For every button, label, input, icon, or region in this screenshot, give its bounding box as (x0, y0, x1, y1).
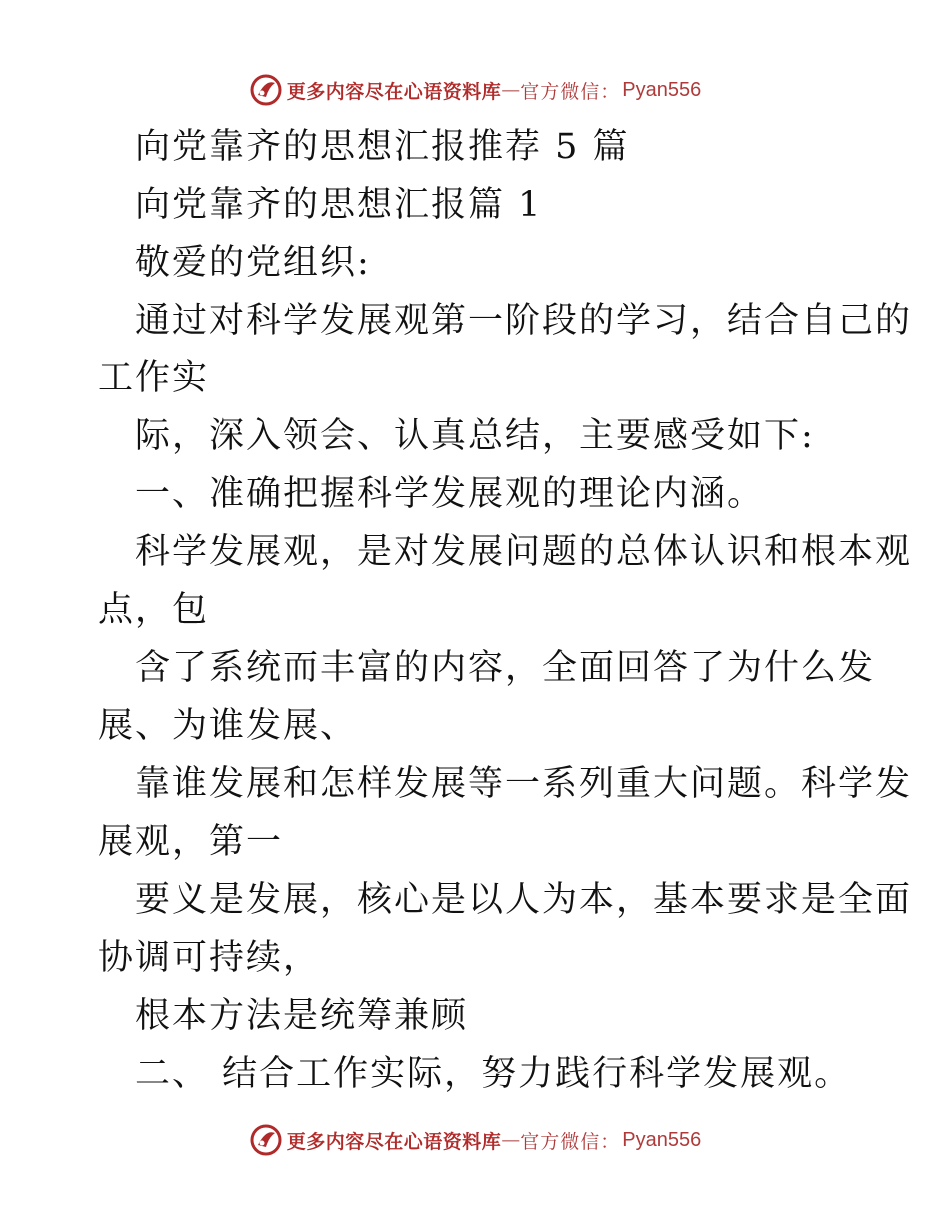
watermark-main-text: 更多内容尽在心语资料库 (286, 80, 502, 103)
logo-icon (249, 1123, 283, 1157)
salutation: 敬爱的党组织: (135, 243, 371, 283)
watermark-official-text: 官方微信： (520, 1130, 621, 1153)
text-line: 含了系统而丰富的内容，全面回答了为什么发 (135, 648, 876, 688)
section-heading: 二、 结合工作实际，努力践行科学发展观。 (135, 1054, 852, 1094)
text-line: 展、为谁发展、 (98, 706, 358, 746)
text-line: 科学发展观，是对发展问题的总体认识和根本观 (135, 532, 913, 572)
text-line: 靠谁发展和怎样发展等一系列重大问题。科学发 (135, 764, 913, 804)
header-watermark (0, 70, 950, 110)
text-line: 际，深入领会、认真总结，主要感受如下: (135, 416, 815, 456)
watermark-main-text: 更多内容尽在心语资料库 (286, 1130, 502, 1153)
text-line: 协调可持续， (98, 938, 321, 978)
watermark-wechat-id: Pyan556 (622, 78, 702, 101)
watermark-dash: — (501, 79, 521, 101)
document-title: 向党靠齐的思想汇报推荐 5 篇 (135, 127, 630, 167)
text-line: 展观，第一 (98, 822, 284, 862)
text-line: 通过对科学发展观第一阶段的学习，结合自己的 (135, 301, 913, 341)
text-line: 工作实 (98, 358, 210, 398)
watermark-official-text: 官方微信： (520, 80, 621, 103)
footer-watermark (0, 1120, 950, 1160)
logo-icon (249, 73, 283, 107)
watermark-dash: — (501, 1129, 521, 1151)
watermark-wechat-id: Pyan556 (622, 1128, 702, 1151)
text-line: 点，包 (98, 590, 210, 630)
text-line: 要义是发展，核心是以人为本，基本要求是全面 (135, 880, 913, 920)
text-line: 根本方法是统筹兼顾 (135, 996, 469, 1036)
document-subtitle: 向党靠齐的思想汇报篇 1 (135, 185, 543, 225)
section-heading: 一、准确把握科学发展观的理论内涵。 (135, 474, 765, 514)
